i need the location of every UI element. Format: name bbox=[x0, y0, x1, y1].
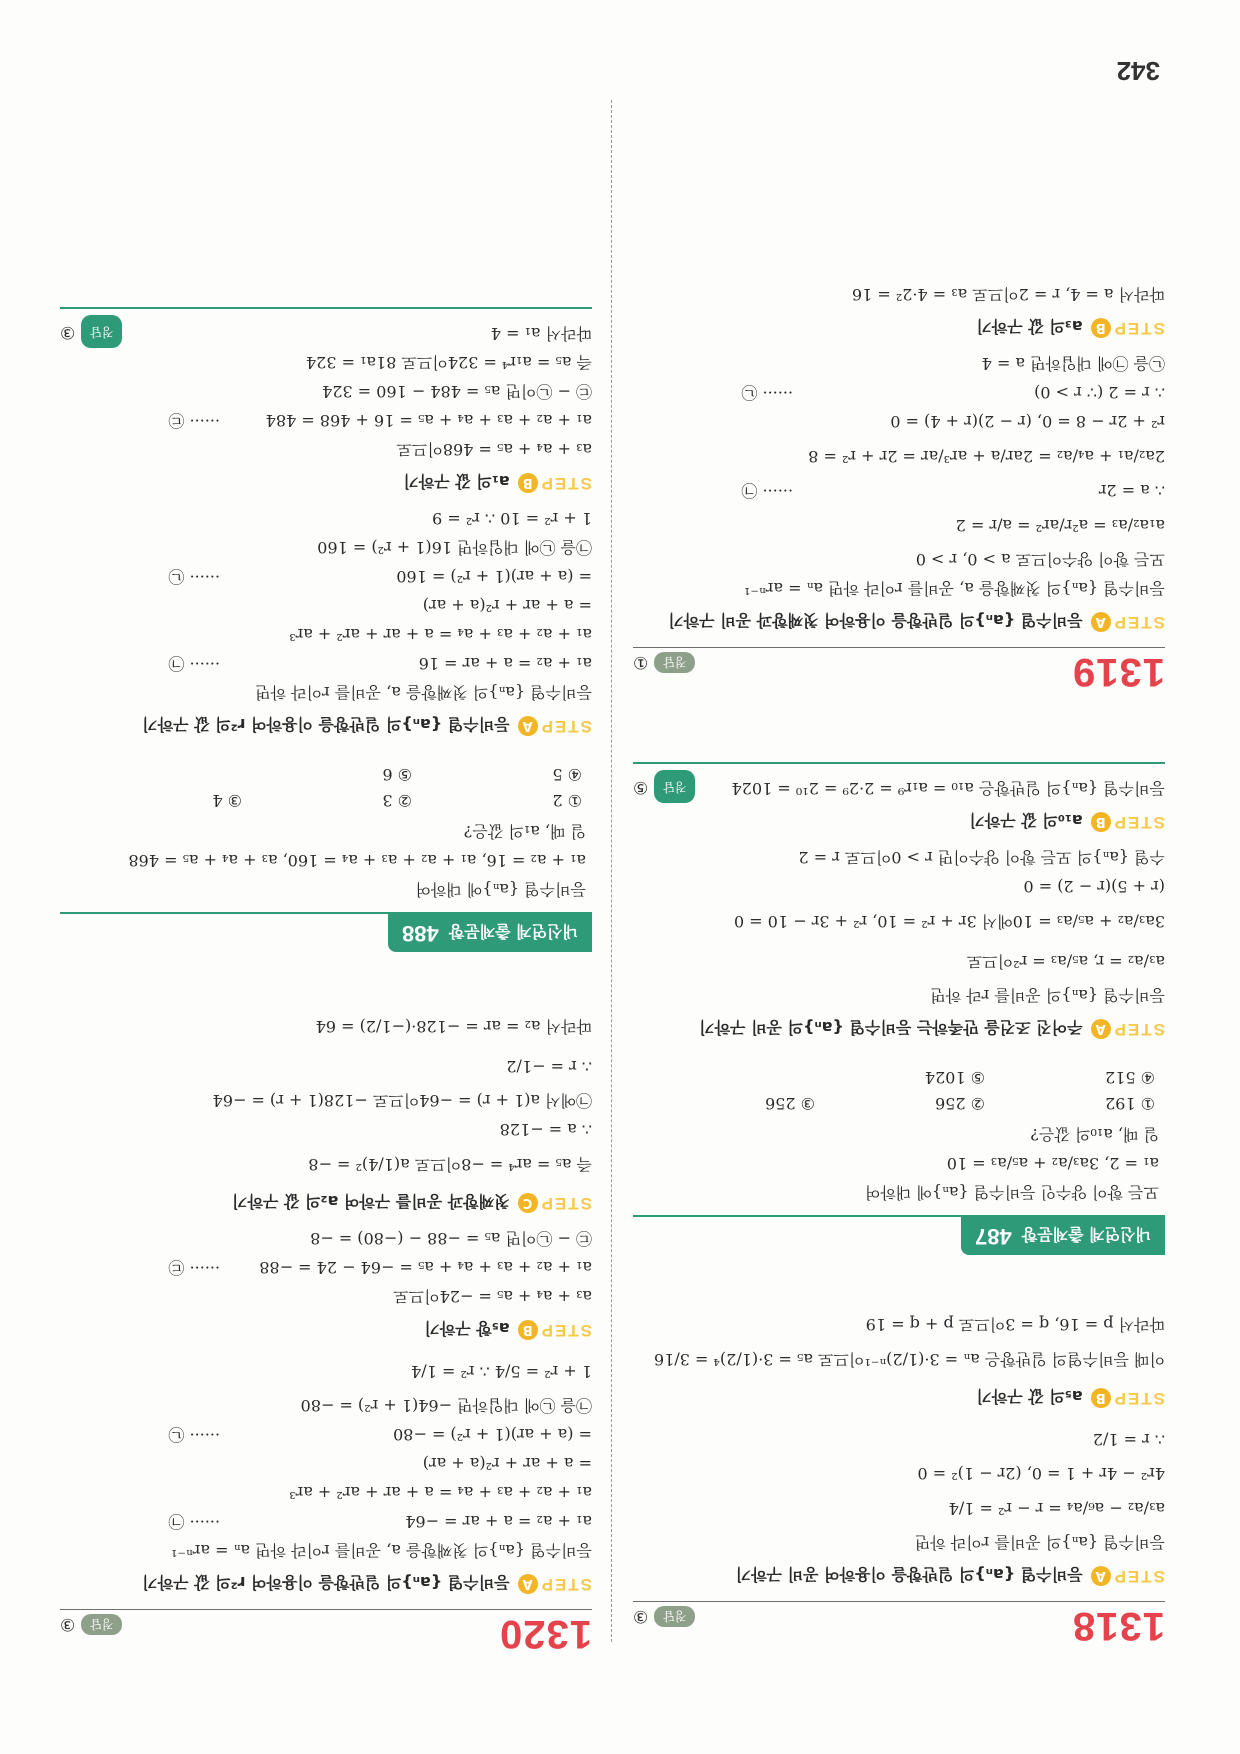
line-text: ㉠에서 a(1 + r) = −64이므로 −128(1 + r) = −64 bbox=[212, 1091, 592, 1110]
solution-line bbox=[60, 377, 592, 406]
step-heading bbox=[60, 468, 592, 498]
step-letter: B bbox=[518, 473, 538, 493]
solution-line bbox=[633, 941, 1165, 981]
line-text: ㉠을 ㉡에 대입하면 16(1 + r²) = 160 bbox=[317, 538, 592, 557]
line-text: a₃/a₂ − a₆/a₄ = r − r² = 1/4 bbox=[948, 1499, 1165, 1518]
solution-line bbox=[633, 1459, 1165, 1488]
solution-line bbox=[60, 1115, 592, 1144]
line-text: ∴ a = 2r bbox=[1098, 481, 1165, 500]
solution-line bbox=[633, 843, 1165, 872]
solution-line bbox=[60, 504, 592, 533]
line-text: 등비수열 {aₙ}의 첫째항을 a, 공비를 r이라 하면 aₙ = arⁿ⁻¹ bbox=[171, 1541, 592, 1560]
column-divider bbox=[611, 100, 612, 1642]
step-letter: A bbox=[518, 716, 538, 736]
step-label: STEP bbox=[539, 1575, 592, 1594]
line-text: 따라서 a₂ = ar = −128·(−1/2) = 64 bbox=[315, 1017, 592, 1036]
step-heading bbox=[633, 1014, 1165, 1044]
solution-line bbox=[60, 678, 592, 707]
line-text: 따라서 a = 4, r = 2이므로 a₃ = 4·2² = 16 bbox=[851, 285, 1165, 304]
solution-line bbox=[633, 505, 1165, 545]
question-line: 모든 항이 양수인 등비수열 {aₙ}에 대하여 bbox=[864, 1183, 1159, 1202]
related-problem bbox=[60, 307, 592, 948]
line-text: a₁ + a₂ + a₃ + a₄ = a + ar + ar² + ar³ bbox=[289, 1483, 592, 1502]
line-text: 수열 {aₙ}의 모든 항이 양수이면 r > 0이므로 r = 2 bbox=[798, 848, 1165, 867]
answer-badge: 정답 bbox=[81, 315, 122, 348]
step-label: STEP bbox=[539, 717, 592, 736]
line-text: ∴ a = −128 bbox=[499, 1120, 592, 1139]
solution-line bbox=[633, 901, 1165, 941]
solution-line bbox=[60, 1253, 592, 1282]
line-text: 등비수열 {aₙ}의 공비를 r이라 하면 bbox=[914, 1533, 1165, 1552]
step-title: 등비수열 {aₙ}의 일반항을 이용하여 r²의 값 구하기 bbox=[142, 715, 510, 735]
answer bbox=[633, 1606, 695, 1627]
banner-label: 내신연계 출제문항 bbox=[448, 922, 578, 942]
solution-line bbox=[60, 1006, 592, 1046]
line-text: 4r² − 4r + 1 = 0, (2r − 1)² = 0 bbox=[917, 1464, 1165, 1483]
answer-badge: 정답 bbox=[654, 1606, 695, 1627]
problem-header bbox=[633, 1601, 1165, 1646]
step-title: a₃의 값 구하기 bbox=[976, 317, 1083, 337]
answer bbox=[633, 770, 695, 803]
step-letter: B bbox=[1091, 1388, 1111, 1408]
related-problem bbox=[633, 762, 1165, 1251]
solution-line bbox=[60, 1507, 592, 1536]
line-text: ㉡을 ㉠에 대입하면 a = 4 bbox=[981, 354, 1165, 373]
step-label: STEP bbox=[539, 1321, 592, 1340]
solution-line bbox=[60, 1391, 592, 1420]
step-label: STEP bbox=[1112, 1389, 1165, 1408]
line-text: a₁ + a₂ = a + ar = −64 bbox=[405, 1512, 592, 1531]
line-text: 2a₂/a₁ + a₄/a₂ = 2ar/a + ar³/ar = 2r + r² = 8 bbox=[808, 447, 1165, 466]
step-heading bbox=[633, 607, 1165, 637]
line-text: = a + ar + r²(a + ar) bbox=[422, 596, 592, 615]
solution-line bbox=[633, 545, 1165, 574]
banner-row bbox=[60, 912, 592, 948]
step-heading bbox=[60, 1188, 592, 1218]
line-text: 등비수열 {aₙ}의 일반항은 a₁₀ = a₁r⁹ = 2·2⁹ = 2¹⁰ = 1024 bbox=[731, 779, 1165, 798]
step-letter: A bbox=[1091, 612, 1111, 632]
step-title: 등비수열 {aₙ}의 일반항을 이용하여 r²의 값 구하기 bbox=[142, 1573, 510, 1593]
line-text: a₁ + a₂ + a₃ + a₄ + a₅ = 16 + 468 = 484 bbox=[265, 411, 592, 430]
equation-marker: ······ ㉢ bbox=[168, 411, 220, 430]
solution-line bbox=[60, 1351, 592, 1391]
step-title: 등비수열 {aₙ}의 일반항을 이용하여 첫째항과 공비 구하기 bbox=[668, 611, 1083, 631]
solution-line bbox=[633, 436, 1165, 476]
solution-line bbox=[633, 280, 1165, 309]
step-title: a₁의 값 구하기 bbox=[403, 472, 510, 492]
choice: ④ 512 bbox=[1105, 1068, 1155, 1087]
line-text: a₁a₂/a₃ = a²r/ar² = a/r = 2 bbox=[955, 516, 1165, 535]
step-label: STEP bbox=[1112, 613, 1165, 632]
line-text: 즉 a₅ = ar⁴ = −8이므로 a(1/4)² = −8 bbox=[308, 1155, 592, 1174]
line-text: 즉 a₅ = a₁r⁴ = 324이므로 81a₁ = 324 bbox=[305, 353, 592, 372]
choice: ② 256 bbox=[935, 1094, 985, 1113]
solution-line bbox=[60, 649, 592, 678]
banner-number: 488 bbox=[402, 921, 439, 946]
solution-line bbox=[60, 620, 592, 649]
solution-line bbox=[633, 1488, 1165, 1528]
solution-line bbox=[633, 770, 1165, 803]
equation-marker: ······ ㉠ bbox=[168, 654, 220, 673]
step-heading bbox=[633, 807, 1165, 837]
line-text: ∴ r = −1/2 bbox=[506, 1057, 592, 1076]
solution-line bbox=[633, 574, 1165, 603]
solution-line bbox=[60, 1224, 592, 1253]
answer-badge: 정답 bbox=[81, 1614, 122, 1635]
step-title: a₅의 값 구하기 bbox=[976, 1387, 1083, 1407]
equation-marker: ······ ㉡ bbox=[741, 383, 793, 402]
question-line: a₁ + a₂ = 16, a₁ + a₂ + a₃ + a₄ = 160, a₃ + a₄ + a₅ = 468 bbox=[128, 851, 586, 870]
step-heading bbox=[60, 1569, 592, 1599]
solution-line bbox=[633, 378, 1165, 407]
solution-line bbox=[633, 407, 1165, 436]
solution-line bbox=[60, 348, 592, 377]
line-text: = (a + ar)(1 + r²) = −80 bbox=[393, 1425, 592, 1444]
choice: ② 3 bbox=[382, 791, 412, 810]
line-text: 3a₃/a₂ + a₅/a₃ = 10에서 3r + r² = 10, r² + 3r − 10 = 0 bbox=[733, 912, 1165, 931]
line-text: 1 + r² = 10 ∴ r² = 9 bbox=[432, 509, 592, 528]
line-text: ∴ r = 1/2 bbox=[1092, 1430, 1165, 1449]
problem-number: 1319 bbox=[1072, 650, 1165, 694]
solution-line bbox=[60, 1420, 592, 1449]
line-text: 등비수열 {aₙ}의 첫째항을 a, 공비를 r이라 하면 bbox=[255, 683, 592, 702]
line-text: 등비수열 {aₙ}의 첫째항을 a, 공비를 r이라 하면 aₙ = arⁿ⁻¹ bbox=[744, 579, 1165, 598]
solution-line bbox=[60, 406, 592, 435]
banner-row bbox=[633, 1215, 1165, 1251]
step-label: STEP bbox=[1112, 813, 1165, 832]
solution-line bbox=[633, 981, 1165, 1010]
question-line: 일 때, a₁₀의 값은? bbox=[1030, 1125, 1159, 1144]
choice: ④ 5 bbox=[552, 765, 582, 784]
problem-number: 1320 bbox=[499, 1612, 592, 1656]
problem-number: 1318 bbox=[1072, 1604, 1165, 1648]
line-text: a₁ + a₂ = a + ar = 16 bbox=[418, 654, 592, 673]
solution-line bbox=[633, 1310, 1165, 1339]
step-title: a₅항 구하기 bbox=[424, 1319, 510, 1339]
step-heading bbox=[633, 1383, 1165, 1413]
banner-number: 487 bbox=[975, 1224, 1012, 1249]
step-letter: B bbox=[1091, 812, 1111, 832]
line-text: 모든 항이 양수이므로 a > 0, r > 0 bbox=[915, 550, 1165, 569]
equation-marker: ······ ㉡ bbox=[168, 1425, 220, 1444]
solution-line bbox=[60, 533, 592, 562]
line-text: ㉠을 ㉡에 대입하면 −64(1 + r²) = −80 bbox=[300, 1396, 592, 1415]
banner-label: 내신연계 출제문항 bbox=[1021, 1225, 1151, 1245]
line-text: 1 + r² = 5/4 ∴ r² = 1/4 bbox=[411, 1362, 592, 1381]
choice: ③ 256 bbox=[765, 1094, 815, 1113]
solution-line bbox=[60, 1144, 592, 1184]
solution-line bbox=[633, 1339, 1165, 1379]
question-line: 일 때, a₁의 값은? bbox=[463, 822, 586, 841]
step-letter: A bbox=[518, 1574, 538, 1594]
problem-solution bbox=[633, 280, 1165, 692]
step-label: STEP bbox=[1112, 1567, 1165, 1586]
choice: ⑤ 6 bbox=[382, 765, 412, 784]
equation-marker: ······ ㉢ bbox=[168, 1258, 220, 1277]
step-title: 주어진 조건을 만족하는 등비수열 {aₙ}의 공비 구하기 bbox=[699, 1018, 1083, 1038]
answer bbox=[60, 1614, 122, 1635]
line-text: ∴ r = 2 (∵ r > 0) bbox=[1034, 383, 1165, 402]
related-problem-banner bbox=[388, 914, 592, 952]
line-text: a₁ + a₂ + a₃ + a₄ = a + ar + ar² + ar³ bbox=[289, 625, 592, 644]
answer-choice: ③ bbox=[60, 1614, 76, 1635]
equation-marker: ······ ㉡ bbox=[168, 567, 220, 586]
line-text: a₁ + a₂ + a₃ + a₄ + a₅ = −64 − 24 = −88 bbox=[259, 1258, 592, 1277]
question-line: a₁ = 2, 3a₃/a₂ + a₅/a₃ = 10 bbox=[946, 1154, 1159, 1173]
solution-line bbox=[60, 1449, 592, 1478]
step-letter: A bbox=[1091, 1566, 1111, 1586]
solution-line bbox=[60, 1046, 592, 1086]
line-text: a₃/a₂ = r, a₅/a₃ = r²이므로 bbox=[966, 952, 1165, 971]
solution-line bbox=[60, 562, 592, 591]
line-text: a₃ + a₄ + a₅ = −24이므로 bbox=[393, 1287, 592, 1306]
line-text: ㉢ − ㉡이면 a₅ = 484 − 160 = 324 bbox=[322, 382, 592, 401]
answer-badge: 정답 bbox=[654, 770, 695, 803]
solution-line bbox=[633, 872, 1165, 901]
step-heading bbox=[60, 711, 592, 741]
problem-solution bbox=[633, 1310, 1165, 1646]
line-text: = a + ar + r²(a + ar) bbox=[422, 1454, 592, 1473]
solution-line bbox=[633, 1419, 1165, 1459]
step-heading bbox=[633, 1561, 1165, 1591]
answer-choice: ⑤ bbox=[633, 777, 649, 797]
choice: ⑤ 1024 bbox=[924, 1068, 985, 1087]
solution-line bbox=[60, 435, 592, 464]
solution-line bbox=[60, 1282, 592, 1311]
problem-header bbox=[60, 1609, 592, 1654]
line-text: r² + 2r − 8 = 0, (r − 2)(r + 4) = 0 bbox=[890, 412, 1165, 431]
step-label: STEP bbox=[1112, 319, 1165, 338]
answer-choice: ③ bbox=[633, 1606, 649, 1627]
problem-header bbox=[633, 647, 1165, 692]
solution-line bbox=[633, 349, 1165, 378]
step-label: STEP bbox=[539, 474, 592, 493]
related-problem-banner bbox=[961, 1217, 1165, 1255]
line-text: 따라서 p = 16, q = 3이므로 p + q = 19 bbox=[865, 1315, 1165, 1334]
choice: ① 192 bbox=[1105, 1094, 1155, 1113]
equation-marker: ······ ㉠ bbox=[168, 1512, 220, 1531]
answer-choice: ③ bbox=[60, 322, 76, 342]
step-letter: B bbox=[518, 1320, 538, 1340]
question-line: 등비수열 {aₙ}에 대하여 bbox=[415, 880, 586, 899]
line-text: = (a + ar)(1 + r²) = 160 bbox=[396, 567, 592, 586]
answer-choices bbox=[633, 1050, 1165, 1120]
section-end-rule bbox=[60, 307, 592, 309]
choice: ① 2 bbox=[552, 791, 582, 810]
step-label: STEP bbox=[539, 1194, 592, 1213]
solution-line bbox=[633, 1528, 1165, 1557]
line-text: (r + 5)(r − 2) = 0 bbox=[1023, 877, 1165, 896]
choice: ③ 4 bbox=[212, 791, 242, 810]
step-title: a₁₀의 값 구하기 bbox=[969, 811, 1083, 831]
step-label: STEP bbox=[1112, 1020, 1165, 1039]
solution-line bbox=[60, 315, 592, 348]
solution-line bbox=[633, 476, 1165, 505]
line-text: ㉢ − ㉡이면 a₅ = −88 − (−80) = −8 bbox=[310, 1229, 592, 1248]
solution-line bbox=[60, 1536, 592, 1565]
step-title: 첫째항과 공비를 구하여 a₂의 값 구하기 bbox=[232, 1192, 510, 1212]
line-text: a₃ + a₄ + a₅ = 468이므로 bbox=[396, 440, 592, 459]
line-text: 이때 등비수열의 일반항은 aₙ = 3·(1/2)ⁿ⁻¹이므로 a₅ = 3·(1/2)⁴ = 3/16 bbox=[653, 1350, 1165, 1369]
line-text: 등비수열 {aₙ}의 공비를 r라 하면 bbox=[930, 986, 1165, 1005]
step-letter: A bbox=[1091, 1019, 1111, 1039]
solution-line bbox=[60, 591, 592, 620]
equation-marker: ······ ㉠ bbox=[741, 481, 793, 500]
step-title: 등비수열 {aₙ}의 일반항을 이용하여 공비 구하기 bbox=[735, 1565, 1083, 1585]
page-number: 342 bbox=[1116, 56, 1160, 86]
solution-line bbox=[60, 1478, 592, 1507]
solution-line bbox=[60, 1086, 592, 1115]
answer bbox=[633, 652, 695, 673]
answer bbox=[60, 315, 122, 348]
section-end-rule bbox=[633, 762, 1165, 764]
step-letter: C bbox=[518, 1193, 538, 1213]
answer-choices bbox=[60, 747, 592, 817]
step-heading bbox=[633, 313, 1165, 343]
step-heading bbox=[60, 1315, 592, 1345]
answer-choice: ① bbox=[633, 652, 649, 673]
step-letter: B bbox=[1091, 318, 1111, 338]
answer-badge: 정답 bbox=[654, 652, 695, 673]
line-text: 따라서 a₁ = 4 bbox=[490, 324, 592, 343]
problem-solution bbox=[60, 1006, 592, 1654]
